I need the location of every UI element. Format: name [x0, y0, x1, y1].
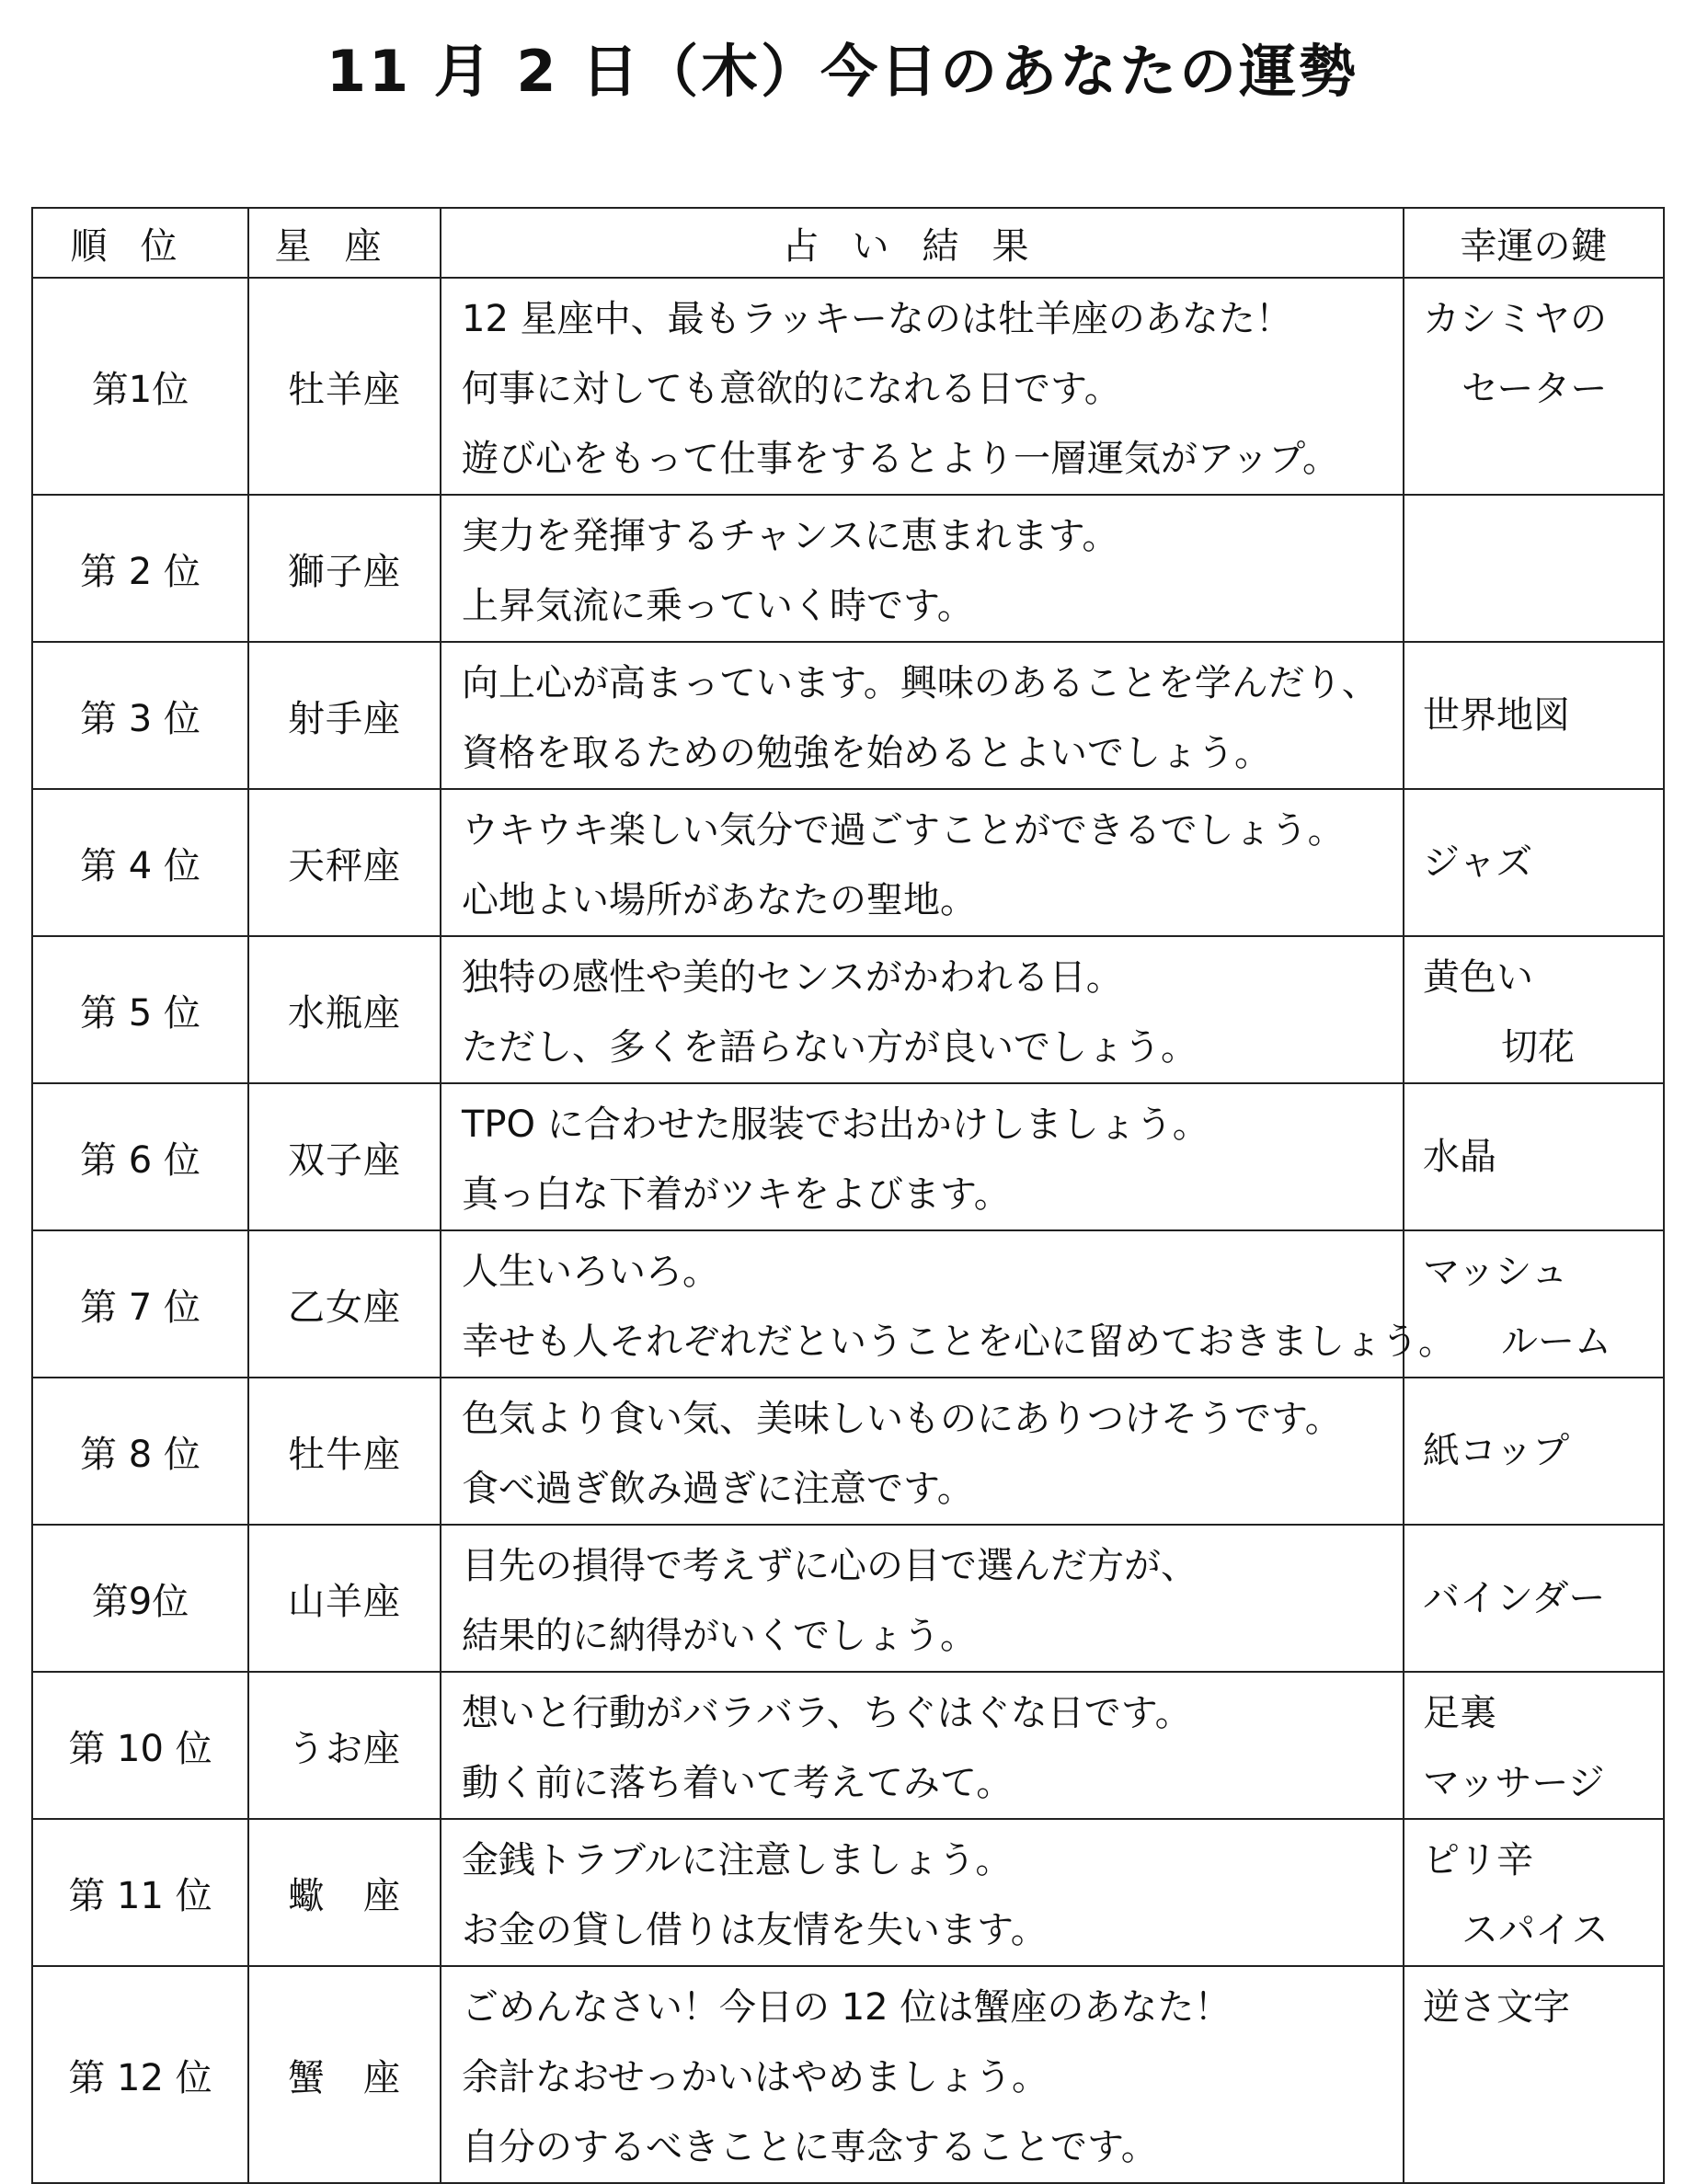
table-row	[32, 1819, 1664, 1966]
key-line: セーター	[1461, 368, 1608, 410]
result-line: 動く前に落ち着いて考えてみて。	[462, 1762, 1014, 1804]
rank-cell: 第 4 位	[32, 789, 248, 936]
result-cell	[441, 1525, 1404, 1672]
result-line: 心地よい場所があなたの聖地。	[462, 879, 977, 921]
key-line: 水晶	[1423, 1136, 1496, 1178]
rank-cell: 第 6 位	[32, 1083, 248, 1230]
table-row	[32, 789, 1664, 936]
rank-cell: 第 10 位	[32, 1672, 248, 1819]
result-line: 向上心が高まっています。興味のあることを学んだり、	[462, 662, 1379, 704]
result-line: 遊び心をもって仕事をするとより一層運気がアップ。	[462, 438, 1339, 480]
result-cell	[441, 495, 1404, 642]
sign-cell: 蠍 座	[248, 1819, 441, 1966]
sign-cell: 牡羊座	[248, 278, 441, 495]
key-line: 黄色い	[1423, 956, 1533, 999]
result-cell	[441, 642, 1404, 789]
result-line: 余計なおせっかいはやめましょう。	[462, 2056, 1049, 2098]
result-line: 独特の感性や美的センスがかわれる日。	[462, 956, 1123, 999]
rank-cell: 第1位	[32, 278, 248, 495]
key-line: ジャズ	[1423, 841, 1533, 884]
sign-cell: うお座	[248, 1672, 441, 1819]
result-line: 結果的に納得がいくでしょう。	[462, 1615, 977, 1657]
rank-cell: 第9位	[32, 1525, 248, 1672]
result-cell	[441, 789, 1404, 936]
result-line: 自分のするべきことに専念することです。	[462, 2126, 1158, 2168]
key-cell	[1404, 936, 1664, 1083]
result-line: TPO に合わせた服装でお出かけしましょう。	[462, 1103, 1209, 1146]
table-row	[32, 495, 1664, 642]
key-line: 足裏	[1423, 1692, 1496, 1734]
result-line: 目先の損得で考えずに心の目で選んだ方が、	[462, 1545, 1198, 1587]
key-cell	[1404, 789, 1664, 936]
sign-cell: 牡牛座	[248, 1378, 441, 1525]
result-line: 想いと行動がバラバラ、ちぐはぐな日です。	[462, 1692, 1192, 1734]
sign-cell: 蟹 座	[248, 1966, 441, 2183]
header-sign: 星座	[248, 208, 441, 278]
rank-cell: 第 11 位	[32, 1819, 248, 1966]
key-cell	[1404, 1083, 1664, 1230]
key-cell	[1404, 1525, 1664, 1672]
rank-cell: 第 7 位	[32, 1230, 248, 1378]
result-line: 真っ白な下着がツキをよびます。	[462, 1173, 1011, 1216]
result-line: ただし、多くを語らない方が良いでしょう。	[462, 1026, 1198, 1069]
key-cell	[1404, 1672, 1664, 1819]
header-key: 幸運の鍵	[1404, 208, 1664, 278]
table-row	[32, 1378, 1664, 1525]
result-line: 色気より食い気、美味しいものにありつけそうです。	[462, 1398, 1342, 1440]
result-line: 資格を取るための勉強を始めるとよいでしょう。	[462, 732, 1271, 774]
result-line: 金銭トラブルに注意しましょう。	[462, 1839, 1013, 1881]
result-line: 12 星座中、最もラッキーなのは牡羊座のあなた！	[462, 298, 1292, 340]
sign-cell: 双子座	[248, 1083, 441, 1230]
result-line: 食べ過ぎ飲み過ぎに注意です。	[462, 1468, 974, 1510]
rank-cell: 第 3 位	[32, 642, 248, 789]
table-row	[32, 1672, 1664, 1819]
result-line: 人生いろいろ。	[462, 1251, 719, 1293]
sign-cell: 山羊座	[248, 1525, 441, 1672]
key-line: 切花	[1501, 1026, 1575, 1069]
key-line: 世界地図	[1423, 694, 1570, 737]
key-line: 逆さ文字	[1423, 1986, 1570, 2029]
table-row	[32, 642, 1664, 789]
table-row	[32, 278, 1664, 495]
key-line: マッシュ	[1423, 1251, 1568, 1293]
result-cell	[441, 1672, 1404, 1819]
key-line: ルーム	[1501, 1321, 1611, 1363]
result-cell	[441, 936, 1404, 1083]
table-row	[32, 1966, 1664, 2183]
key-line: 紙コップ	[1423, 1430, 1570, 1472]
fortune-table	[31, 207, 1665, 2184]
key-cell	[1404, 642, 1664, 789]
result-line: お金の貸し借りは友情を失います。	[462, 1909, 1048, 1951]
key-line: カシミヤの	[1423, 298, 1607, 340]
result-line: ごめんなさい！今日の 12 位は蟹座のあなた！	[462, 1986, 1232, 2029]
key-line: スパイス	[1461, 1909, 1609, 1951]
result-line: 上昇気流に乗っていく時です。	[462, 585, 974, 627]
sign-cell: 乙女座	[248, 1230, 441, 1378]
result-cell	[441, 1966, 1404, 2183]
result-cell	[441, 1083, 1404, 1230]
result-line: ウキウキ楽しい気分で過ごすことができるでしょう。	[462, 809, 1345, 852]
sign-cell: 獅子座	[248, 495, 441, 642]
result-cell	[441, 1230, 1455, 1378]
result-cell	[441, 1378, 1404, 1525]
table-row	[32, 1083, 1664, 1230]
rank-cell: 第 12 位	[32, 1966, 248, 2183]
table-header-row	[32, 208, 1664, 278]
header-rank: 順位	[32, 208, 248, 278]
table-row	[32, 1525, 1664, 1672]
rank-cell: 第 8 位	[32, 1378, 248, 1525]
key-cell	[1404, 1378, 1664, 1525]
key-cell	[1404, 1819, 1664, 1966]
header-result: 占い結果	[441, 208, 1404, 278]
sign-cell: 射手座	[248, 642, 441, 789]
key-line: ピリ辛	[1423, 1839, 1533, 1881]
key-cell	[1404, 278, 1664, 495]
result-cell	[441, 278, 1404, 495]
key-line: マッサージ	[1423, 1762, 1605, 1804]
key-cell	[1404, 495, 1664, 642]
result-line: 幸せも人それぞれだということを心に留めておきましょう。	[462, 1321, 1455, 1363]
sign-cell: 天秤座	[248, 789, 441, 936]
page-title: 11 月 2 日（木）今日のあなたの運勢	[326, 38, 1359, 105]
result-line: 実力を発揮するチャンスに恵まれます。	[462, 515, 1119, 557]
table-row	[32, 1230, 1664, 1378]
key-cell	[1404, 1966, 1664, 2183]
result-cell	[441, 1819, 1404, 1966]
key-line: バインダー	[1423, 1577, 1606, 1619]
rank-cell: 第 5 位	[32, 936, 248, 1083]
result-line: 何事に対しても意欲的になれる日です。	[462, 368, 1121, 410]
rank-cell: 第 2 位	[32, 495, 248, 642]
table-row	[32, 936, 1664, 1083]
sign-cell: 水瓶座	[248, 936, 441, 1083]
